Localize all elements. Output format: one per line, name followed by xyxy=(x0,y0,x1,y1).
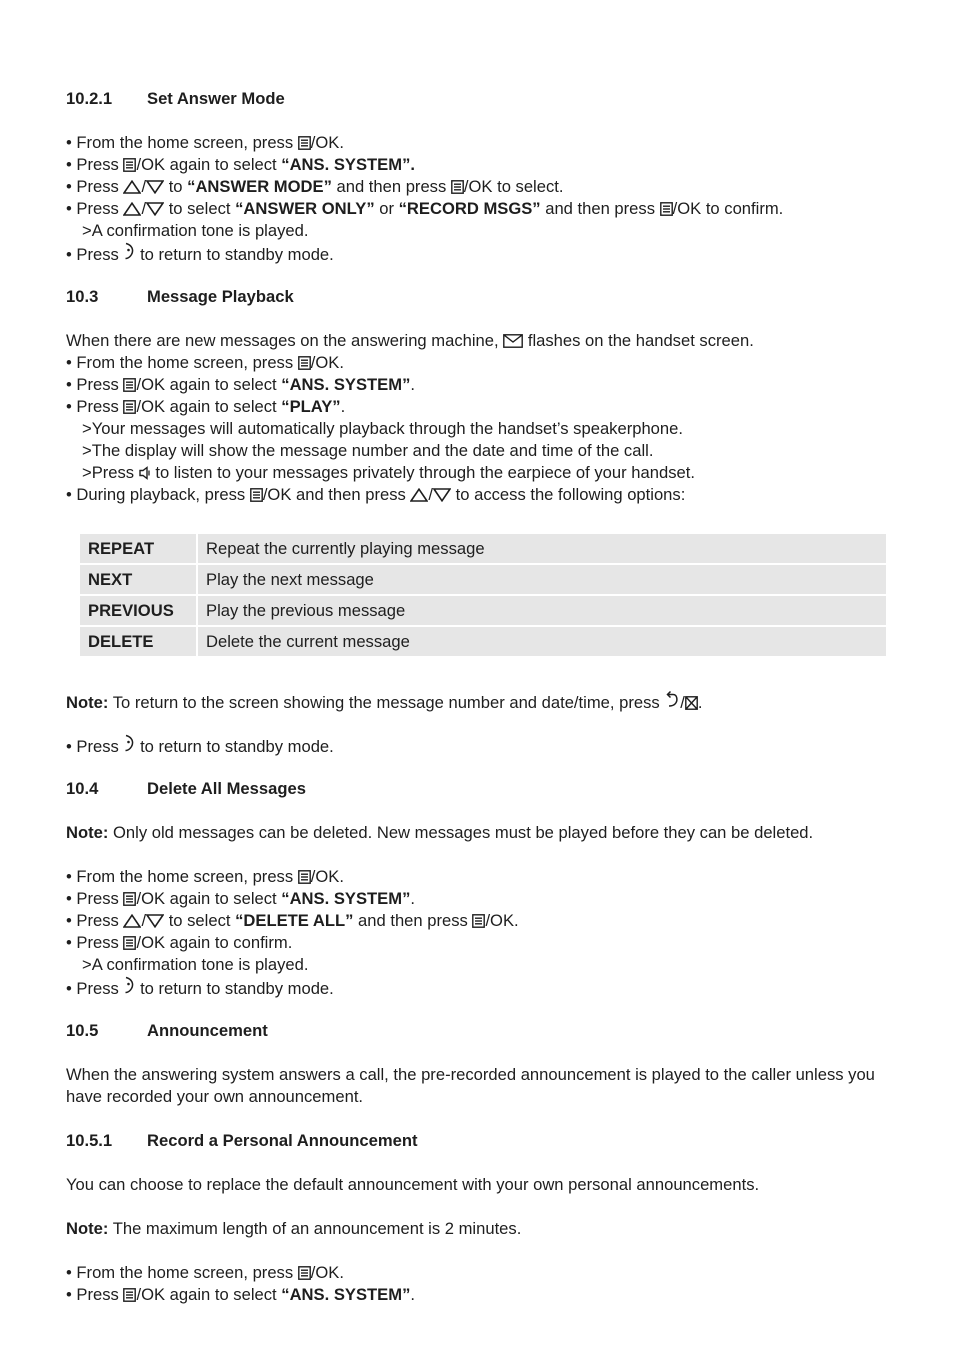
up-arrow-icon xyxy=(123,914,141,928)
list-item xyxy=(66,1262,896,1284)
text-run: . xyxy=(340,397,346,416)
text-run: /OK to confirm. xyxy=(672,199,784,218)
list-item xyxy=(66,910,896,932)
down-arrow-icon xyxy=(146,914,164,928)
section-number: 10.3 xyxy=(66,287,99,306)
list-subitem: >A confirmation tone is played. xyxy=(82,221,309,240)
text-run: /OK. xyxy=(485,911,519,930)
text-run: • From the home screen, press xyxy=(66,1263,298,1282)
option-name: PREVIOUS xyxy=(80,596,198,625)
bold-text: “DELETE ALL” xyxy=(235,911,354,930)
text-run: /OK again to select xyxy=(136,375,282,394)
bold-text: “ANS. SYSTEM” xyxy=(281,1285,411,1304)
menu-icon xyxy=(123,1288,136,1302)
section-title: Announcement xyxy=(147,1021,268,1040)
text-run: to select xyxy=(164,199,236,218)
table-row xyxy=(80,565,886,594)
bold-text: “RECORD MSGS” xyxy=(398,199,541,218)
playback-options-table xyxy=(80,532,886,658)
text-run: to access the following options: xyxy=(451,485,686,504)
menu-icon xyxy=(451,180,464,194)
text-run: /OK again to select xyxy=(136,889,282,908)
text-run: to return to standby mode. xyxy=(135,737,334,756)
option-description: Play the next message xyxy=(198,565,886,594)
text-run: >Press xyxy=(82,463,139,482)
text-run: /OK. xyxy=(310,353,344,372)
menu-icon xyxy=(472,914,485,928)
end-call-icon xyxy=(123,734,135,752)
note xyxy=(66,1218,896,1240)
text-run: . xyxy=(697,693,703,712)
up-arrow-icon xyxy=(123,180,141,194)
list-item xyxy=(66,374,896,396)
text-run: When there are new messages on the answering machine, xyxy=(66,331,504,350)
section-title: Set Answer Mode xyxy=(147,89,285,108)
bold-text: “ANS. SYSTEM”. xyxy=(281,155,415,174)
paragraph: You can choose to replace the default announcement with your own personal announcements. xyxy=(66,1175,760,1194)
list-item xyxy=(66,734,896,756)
list-item xyxy=(66,176,896,198)
list-item xyxy=(66,484,896,506)
text-run: . xyxy=(410,375,415,394)
end-call-icon xyxy=(123,976,135,994)
bold-text: “ANSWER MODE” xyxy=(187,177,332,196)
text-run: to xyxy=(164,177,188,196)
delete-icon xyxy=(685,696,698,710)
section-heading-10-4 xyxy=(66,778,896,800)
list-subitem: >A confirmation tone is played. xyxy=(82,955,309,974)
list-subitem: >Your messages will automatically playback through the handset’s speakerphone. xyxy=(82,419,683,438)
note xyxy=(66,822,896,844)
menu-icon xyxy=(298,356,311,370)
option-description: Delete the current message xyxy=(198,627,886,656)
text-run: /OK to select. xyxy=(463,177,564,196)
text-run: Only old messages can be deleted. New messages must be played before they can be deleted. xyxy=(108,823,814,842)
list-item xyxy=(66,932,896,954)
text-run: • Press xyxy=(66,933,124,952)
text-run: or xyxy=(374,199,399,218)
text-run: and then press xyxy=(353,911,473,930)
text-run: • Press xyxy=(66,397,124,416)
text-run: to return to standby mode. xyxy=(135,979,334,998)
bold-text: Note: xyxy=(66,823,109,842)
section-heading-10-5-1 xyxy=(66,1130,896,1152)
text-run: • Press xyxy=(66,245,124,264)
bold-text: Note: xyxy=(66,1219,109,1238)
text-run: /OK again to confirm. xyxy=(136,933,293,952)
table-row xyxy=(80,534,886,563)
text-run: / xyxy=(141,911,147,930)
text-run: to return to standby mode. xyxy=(135,245,334,264)
bold-text: Note: xyxy=(66,693,109,712)
menu-icon xyxy=(123,378,136,392)
option-name: DELETE xyxy=(80,627,198,656)
bold-text: “ANS. SYSTEM” xyxy=(281,889,411,908)
text-run: flashes on the handset screen. xyxy=(523,331,754,350)
menu-icon xyxy=(298,1266,311,1280)
section-number: 10.4 xyxy=(66,779,99,798)
section-number: 10.2.1 xyxy=(66,89,113,108)
envelope-icon xyxy=(503,334,523,348)
text-run: and then press xyxy=(331,177,451,196)
menu-icon xyxy=(123,892,136,906)
text-run: • Press xyxy=(66,979,124,998)
text-run: To return to the screen showing the message number and date/time, press xyxy=(108,693,665,712)
text-run: /OK and then press xyxy=(262,485,411,504)
option-name: REPEAT xyxy=(80,534,198,563)
section-heading-10-3 xyxy=(66,286,896,308)
text-run: • From the home screen, press xyxy=(66,133,298,152)
back-icon xyxy=(664,690,680,708)
list-item xyxy=(66,198,896,220)
text-run: • Press xyxy=(66,911,124,930)
down-arrow-icon xyxy=(146,180,164,194)
text-run: to listen to your messages privately through the earpiece of your handset. xyxy=(150,463,695,482)
text-run: /OK. xyxy=(310,133,344,152)
bold-text: “ANSWER ONLY” xyxy=(235,199,375,218)
text-run: • Press xyxy=(66,737,124,756)
text-run: • Press xyxy=(66,155,124,174)
section-title: Record a Personal Announcement xyxy=(147,1131,418,1150)
list-item xyxy=(66,866,896,888)
speaker-icon xyxy=(139,466,151,480)
section-title: Delete All Messages xyxy=(147,779,306,798)
option-description: Repeat the currently playing message xyxy=(198,534,886,563)
list-item xyxy=(66,976,896,998)
down-arrow-icon xyxy=(146,202,164,216)
text-run: /OK. xyxy=(310,1263,344,1282)
text-run: • Press xyxy=(66,199,124,218)
list-item xyxy=(66,242,896,264)
text-run: and then press xyxy=(540,199,660,218)
text-run: • During playback, press xyxy=(66,485,250,504)
list-item xyxy=(66,888,896,910)
menu-icon xyxy=(123,400,136,414)
text-run: • From the home screen, press xyxy=(66,867,298,886)
text-run: /OK again to select xyxy=(136,155,282,174)
list-item xyxy=(66,132,896,154)
menu-icon xyxy=(660,202,673,216)
bold-text: “ANS. SYSTEM” xyxy=(281,375,411,394)
list-item xyxy=(66,154,896,176)
menu-icon xyxy=(123,936,136,950)
text-run: / xyxy=(428,485,434,504)
section-heading-10-2-1 xyxy=(66,88,896,110)
paragraph: When the answering system answers a call, the pre-recorded announcement is played to the caller unless you have recorded your own announcement. xyxy=(66,1065,875,1106)
text-run: • Press xyxy=(66,375,124,394)
list-item xyxy=(66,352,896,374)
manual-page xyxy=(66,88,896,1306)
text-run: . xyxy=(410,889,415,908)
menu-icon xyxy=(123,158,136,172)
menu-icon xyxy=(250,488,263,502)
text-run: /OK again to select xyxy=(136,1285,282,1304)
table-row xyxy=(80,596,886,625)
text-run: / xyxy=(141,177,147,196)
text-run: /OK. xyxy=(310,867,344,886)
list-item xyxy=(66,1284,896,1306)
menu-icon xyxy=(298,136,311,150)
section-title: Message Playback xyxy=(147,287,294,306)
paragraph xyxy=(66,330,896,352)
up-arrow-icon xyxy=(123,202,141,216)
text-run: • From the home screen, press xyxy=(66,353,298,372)
option-name: NEXT xyxy=(80,565,198,594)
menu-icon xyxy=(298,870,311,884)
section-heading-10-5 xyxy=(66,1020,896,1042)
text-run: • Press xyxy=(66,177,124,196)
text-run: to select xyxy=(164,911,236,930)
text-run: / xyxy=(141,199,147,218)
text-run: The maximum length of an announcement is 2 minutes. xyxy=(108,1219,522,1238)
list-subitem xyxy=(66,462,896,484)
text-run: • Press xyxy=(66,889,124,908)
bold-text: “PLAY” xyxy=(281,397,341,416)
end-call-icon xyxy=(123,242,135,260)
section-number: 10.5 xyxy=(66,1021,99,1040)
down-arrow-icon xyxy=(433,488,451,502)
note xyxy=(66,690,896,712)
text-run: /OK again to select xyxy=(136,397,282,416)
table-row xyxy=(80,627,886,656)
up-arrow-icon xyxy=(410,488,428,502)
option-description: Play the previous message xyxy=(198,596,886,625)
list-item xyxy=(66,396,896,418)
section-number: 10.5.1 xyxy=(66,1131,113,1150)
list-subitem: >The display will show the message number and the date and time of the call. xyxy=(82,441,654,460)
text-run: • Press xyxy=(66,1285,124,1304)
text-run: / xyxy=(680,693,685,712)
text-run: . xyxy=(410,1285,415,1304)
